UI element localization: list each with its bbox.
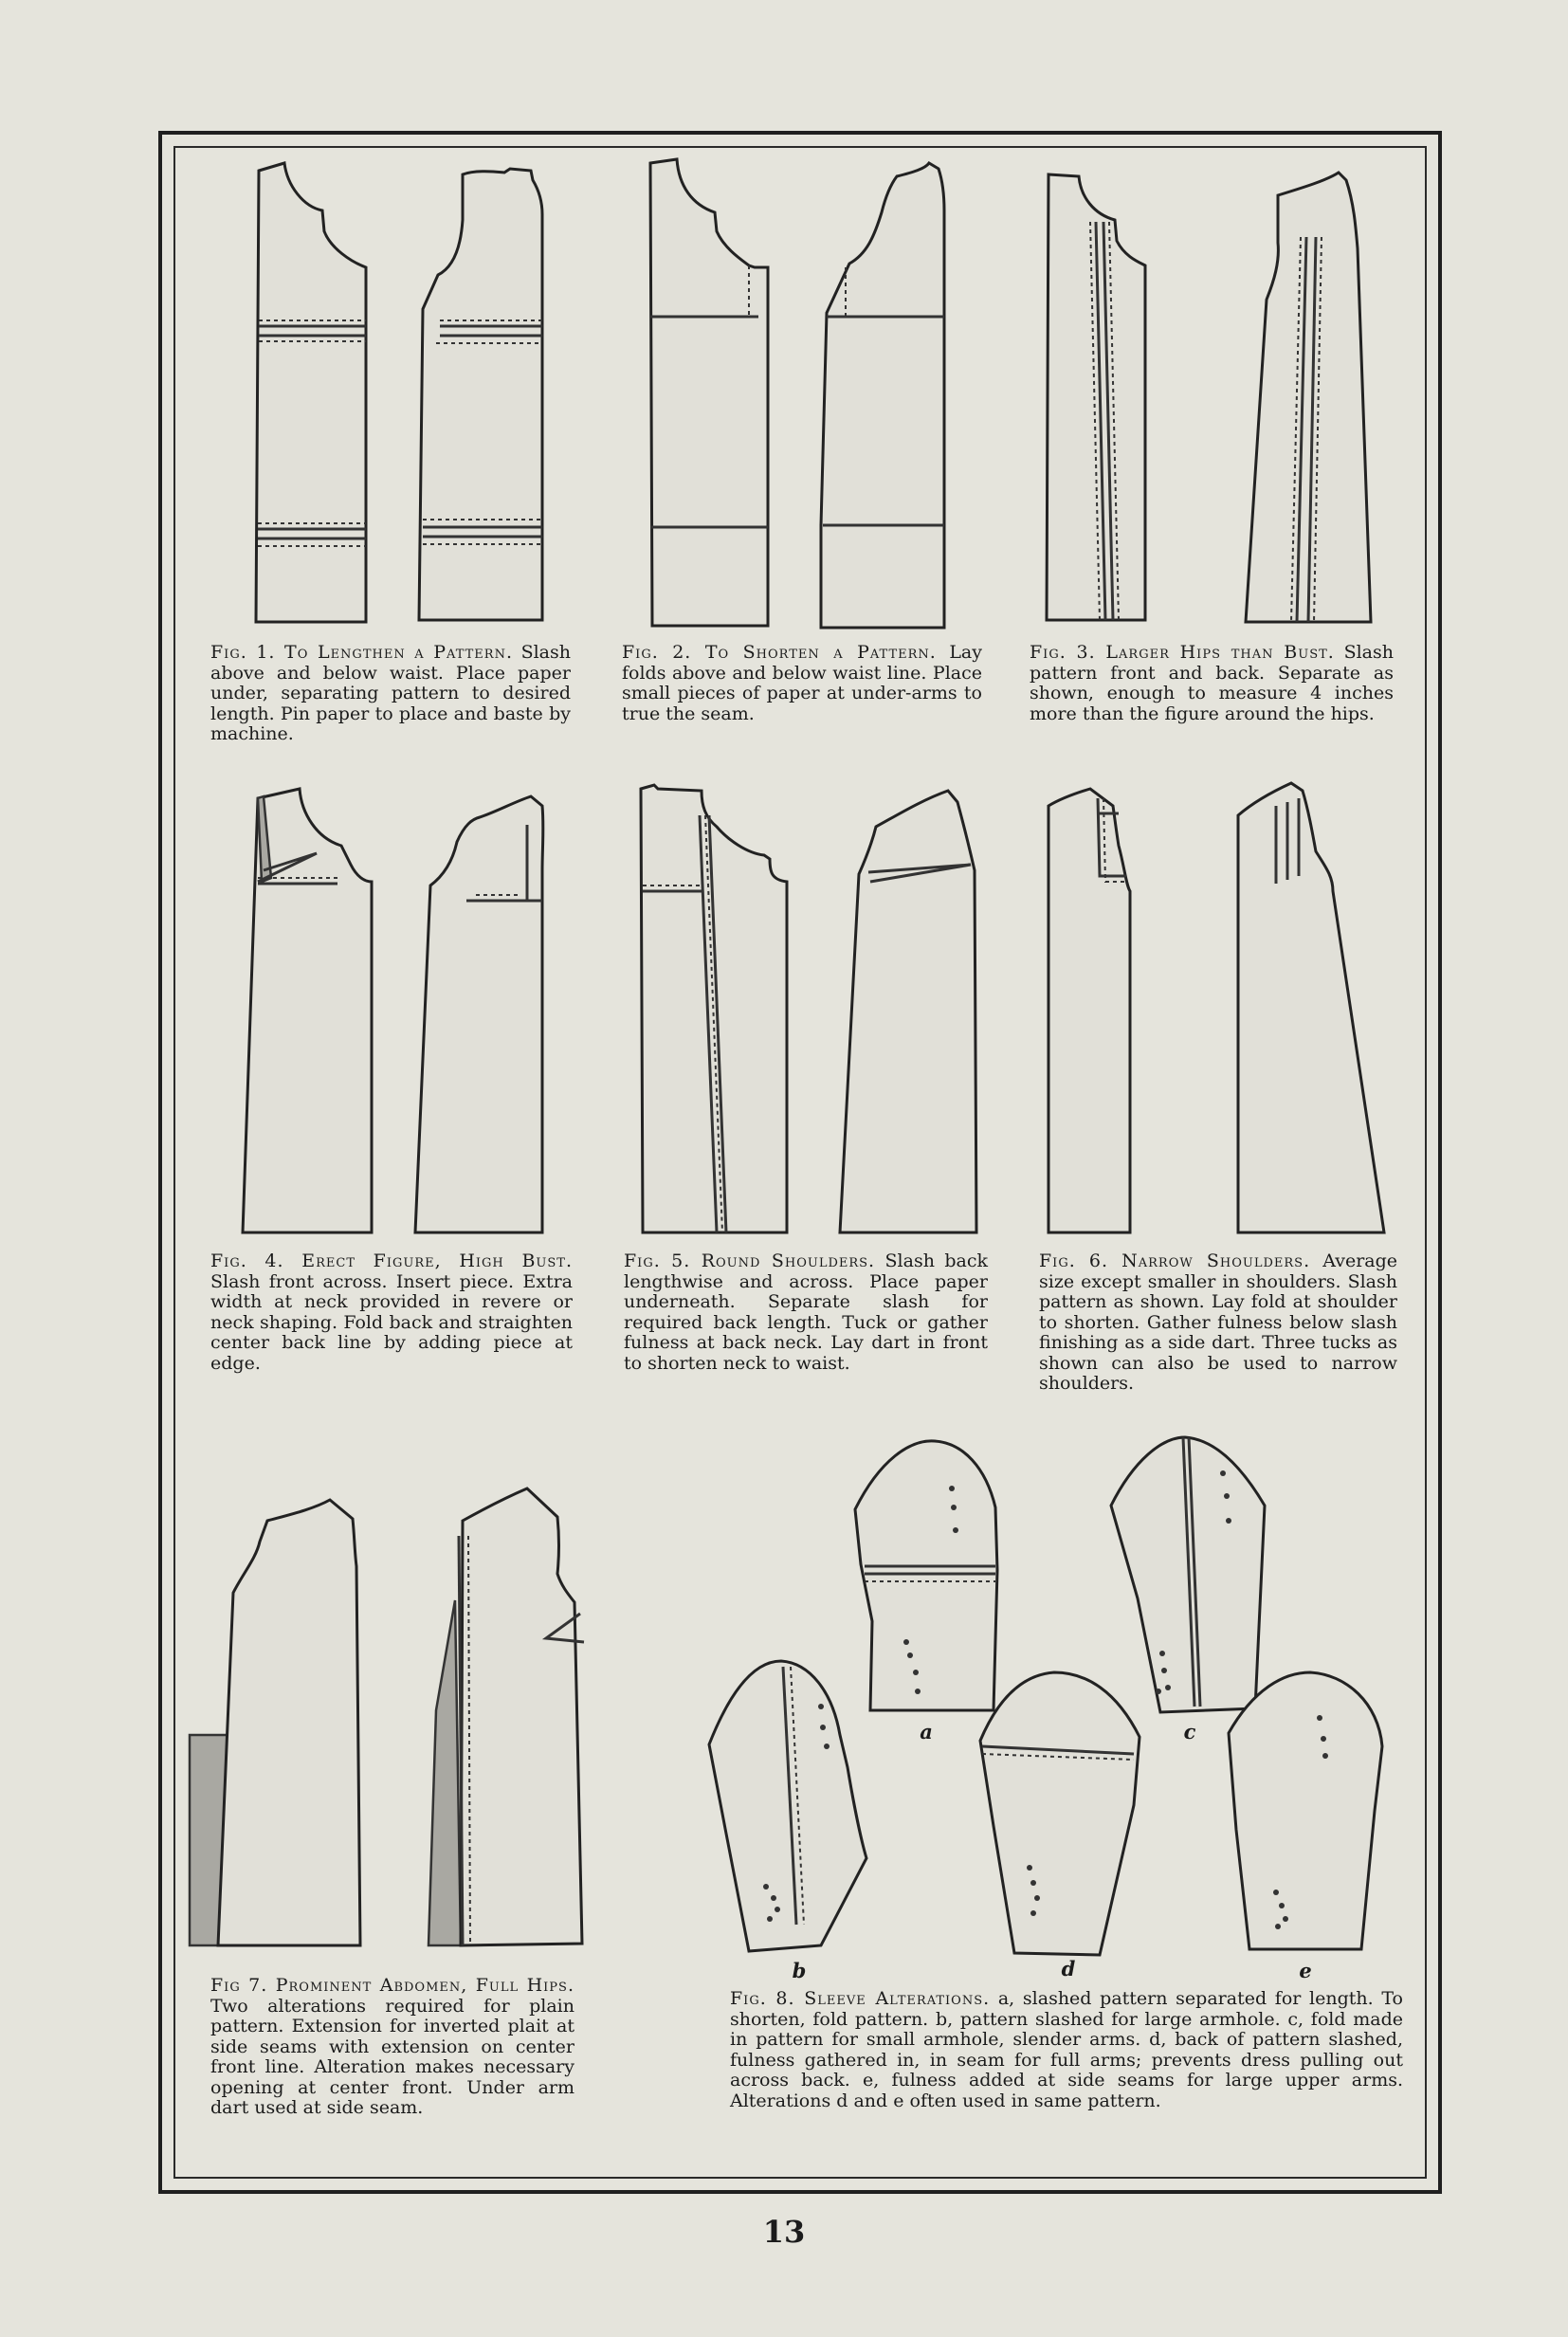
fig1-title: Fig. 1. To Lengthen a Pattern.	[210, 642, 513, 663]
fig1-text: Slash above and below waist. Place paper under, separating pattern to desired length. Pin paper to place and baste by machine.	[210, 642, 572, 744]
page-number: 13	[762, 2214, 806, 2250]
fig8-caption	[730, 1989, 1403, 2111]
fig5-back-pattern	[641, 785, 787, 1232]
fig1-caption	[210, 643, 571, 745]
fig4-title: Fig. 4. Erect Figure, High Bust.	[210, 1251, 573, 1271]
fig2-title: Fig. 2. To Shorten a Pattern.	[622, 642, 937, 663]
fig6-caption	[1039, 1251, 1397, 1395]
sleeve-b-pattern	[709, 1661, 866, 1951]
sleeve-label-a: a	[920, 1720, 933, 1744]
fig8-text: a, slashed pattern separated for length. To shorten, fold pattern. b, pattern slashed for large armhole. c, fold made in pattern for small armhole, slender arms. d, back of pattern slashed, fulness gathered in, in seam for full arms; prevents dress pulling out across back. e, fulness added at side seams for large upper arms. Alterations d and e often used in same pattern.	[730, 1988, 1403, 2111]
fig5-front-pattern	[840, 791, 976, 1232]
fig7-front-pattern	[428, 1488, 584, 1945]
fig3-title: Fig. 3. Larger Hips than Bust.	[1030, 642, 1335, 663]
sleeve-d-pattern	[980, 1672, 1140, 1955]
fig8-title: Fig. 8. Sleeve Alterations.	[730, 1988, 991, 2009]
fig6-title: Fig. 6. Narrow Shoulders.	[1039, 1251, 1311, 1271]
fig7-back-pattern	[190, 1500, 360, 1945]
fig7-title: Fig 7. Prominent Abdomen, Full Hips.	[210, 1975, 574, 1996]
fig2-front-pattern	[650, 159, 768, 626]
fig7-caption	[210, 1976, 574, 2119]
fig5-caption	[624, 1251, 988, 1374]
fig5-title: Fig. 5. Round Shoulders.	[624, 1251, 876, 1271]
sleeve-e-pattern	[1229, 1672, 1382, 1949]
fig1-back-pattern	[419, 169, 542, 620]
sleeve-c-pattern	[1111, 1437, 1265, 1712]
fig3-text: Slash pattern front and back. Separate as shown, enough to measure 4 inches more than the figure around the hips.	[1030, 642, 1394, 724]
fig2-text: Lay folds above and below waist line. Place small pieces of paper at under-arms to true the seam.	[622, 642, 982, 724]
fig2-back-pattern	[821, 163, 944, 628]
fig5-text: Slash back lengthwise and across. Place paper underneath. Separate slash for required back length. Tuck or gather fulness at back neck. Lay dart in front to shorten neck to waist.	[624, 1251, 989, 1374]
fig6-front-pattern	[1048, 789, 1130, 1232]
fig6-back-pattern	[1238, 783, 1384, 1232]
fig7-text: Two alterations required for plain pattern. Extension for inverted plait at side seams with extension on center front line. Alteration makes necessary opening at center front. Under arm dart used at side seam.	[210, 1995, 574, 2118]
fig4-front-pattern	[243, 789, 372, 1232]
fig4-text: Slash front across. Insert piece. Extra width at neck provided in revere or neck shaping. Fold back and straighten center back line by adding piece at edge.	[210, 1270, 573, 1374]
sleeve-label-e: e	[1299, 1959, 1312, 1982]
sleeve-label-b: b	[792, 1959, 807, 1982]
fig3-caption	[1030, 643, 1394, 724]
fig3-front-pattern	[1047, 174, 1145, 620]
sleeve-a-pattern	[855, 1441, 997, 1710]
sleeve-label-c: c	[1183, 1720, 1196, 1744]
fig3-back-pattern	[1246, 173, 1371, 622]
fig4-back-pattern	[415, 796, 543, 1232]
fig6-text: Average size except smaller in shoulders. Slash pattern as shown. Lay fold at shoulder to shorten. Gather fulness below slash finishing as a side dart. Three tucks as shown can also be used to narrow shoulders.	[1039, 1251, 1398, 1394]
fig2-caption	[622, 643, 982, 724]
fig1-front-pattern	[256, 163, 366, 622]
sleeve-label-d: d	[1061, 1957, 1076, 1981]
fig4-caption	[210, 1251, 573, 1374]
